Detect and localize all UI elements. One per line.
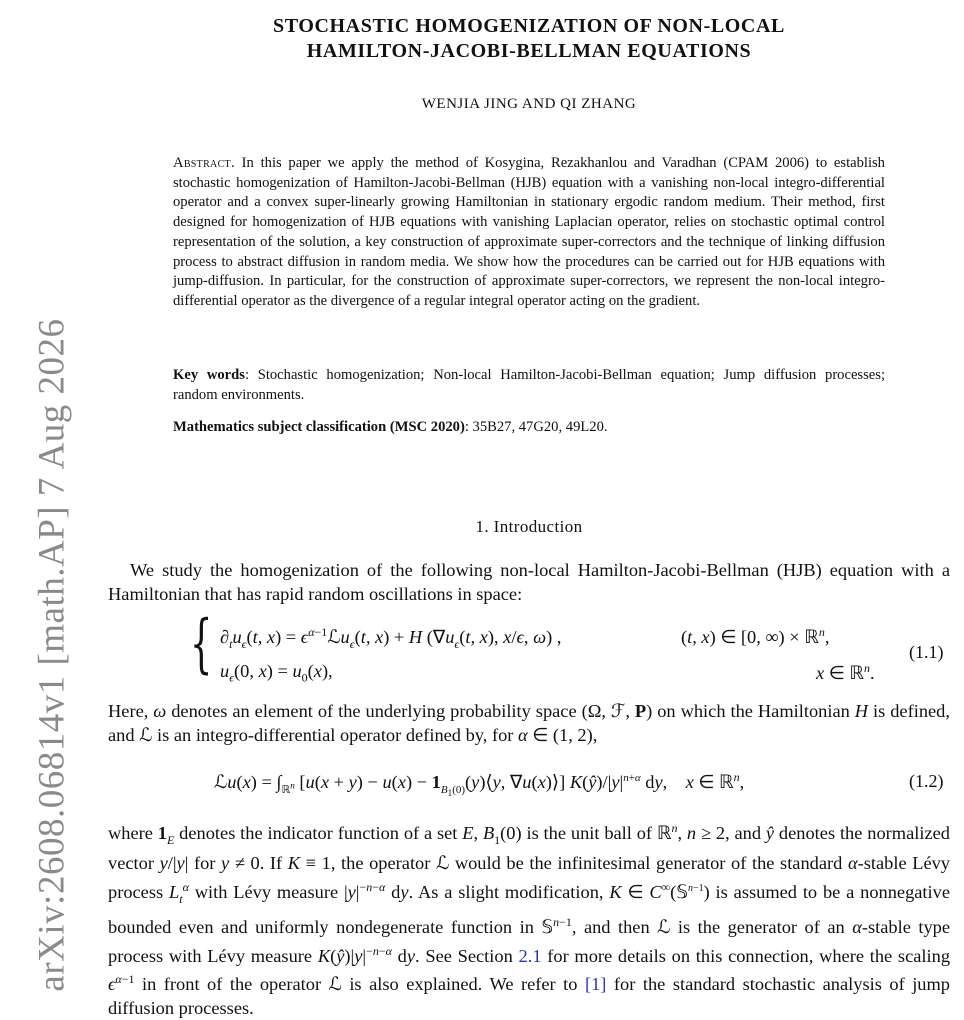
arxiv-sidebar [0,0,100,1000]
intro-paragraph-2: Here, ω denotes an element of the underlying probability space (Ω, ℱ, P) on which the Hamiltonian H is defined, and ℒ is an integro-differential operator defined by, for α ∈ (1, 2), [108,701,950,745]
equation-1-2-body: ℒu(x) = $\int_{ℝ^n}$ [$u(x + y) - u(x) - 1_{B_1(0)}(y)⟨y$, ∇u(x)⟩] $K(ŷ)/|y|^{n+\alpha}$ dy, x ∈ ℝ$^n$, [214,770,745,798]
equation-1-1-line-1: $\partial_tu_\epsilon(t$, $x) = \epsilon^{\alpha-1}ℒu_\epsilon(t$, x) + H ($\nabla u_\epsilon(t$, x), x/ϵ, ω) , [220,625,562,651]
keywords-label: Key words [173,367,245,383]
paper-title [108,14,950,64]
citation-link[interactable]: [1] [584,974,607,995]
equation-1-1-domain-2: x ∈ ℝ$^n$. [816,661,875,684]
equation-1-1-line-2: $u_\epsilon(0$, $x) = u_0(x)$, [220,661,333,685]
authors: WENJIA JING AND QI ZHANG [421,96,637,112]
keywords-text: : Stochastic homogenization; Non-local Hamilton-Jacobi-Bellman equation; Jump diffusion processes; random environments. [173,367,886,403]
section-heading-text: 1. Introduction [475,517,583,536]
equation-1-1-domain-1: (t, x) ∈ [0, ∞) × ℝ$^n$, [681,625,830,648]
equation-brace: { [190,607,213,681]
abstract [173,154,885,312]
section-heading [108,517,950,537]
msc-classification [173,418,885,438]
section-link[interactable]: 2.1 [518,945,542,966]
intro-paragraph-3: where $1_E$ denotes the indicator function of a set E, $B_1(0)$ is the unit ball of ℝ$^n$, n ≥ 2, and ŷ denotes the normalized vector y/|y| for y ≠ 0. If K ≡ 1, the operator ℒ would be the infinitesimal generator of the standard α-stable Lévy process $L_t^\alpha$ with Lévy measure $|y|^{-n-\alpha}$ dy. As a slight modification, K ∈ C∞(𝕊$^{n-1}$) is assumed to be a nonnegative bounded even and uniformly nondegenerate function in 𝕊$^{n-1}$, and then ℒ is the generator of an α-stable type process with Lévy measure $K(ŷ)|y|^{-n-\alpha}$ dy. See Section 2.1 for more details on this connection, where the scaling $\epsilon^{\alpha-1}$ in front of the operator ℒ is also explained. We refer to [1] for the standard stochastic analysis of jump diffusion processes. [108,821,951,1018]
title-line-2: HAMILTON-JACOBI-BELLMAN EQUATIONS [306,40,752,62]
equation-number-1-2: (1.2) [909,771,944,791]
msc-label: Mathematics subject classification (MSC 2020) [173,419,465,435]
keywords [173,366,885,405]
msc-text: : 35B27, 47G20, 49L20. [464,419,608,435]
arxiv-identifier: arXiv:2608.06814v1 [math.AP] 7 Aug 2026 [31,318,73,992]
abstract-text: In this paper we apply the method of Kosygina, Rezakhanlou and Varadhan (CPAM 2006) to establish stochastic homogenization of Hamilton-Jacobi-Bellman (HJB) equation with a vanishing non-local integro-differential operator and a convex super-linearly growing Hamiltonian in stationary ergodic random medium. Their method, first designed for homogenization of HJB equations with vanishing Laplacian operator, relies on stochastic optimal control representation of the solution, a key construction of approximate super-correctors and the technique of linking diffusion process to abstract diffusion in random media. We show how the procedures can be carried out for HJB equations with jump-diffusion. In particular, for the construction of approximate super-correctors, we represent the non-local integro-differential operator as the divergence of a regular integral operator acting on the gradient. [173,155,885,309]
intro-paragraph-1: We study the homogenization of the following non-local Hamilton-Jacobi-Bellman (HJB) equation with a Hamiltonian that has rapid random oscillations in space: [108,560,950,604]
title-line-1: STOCHASTIC HOMOGENIZATION OF NON-LOCAL [273,15,785,37]
equation-number-1-1: (1.1) [909,642,944,662]
abstract-label: Abstract. [173,155,235,171]
